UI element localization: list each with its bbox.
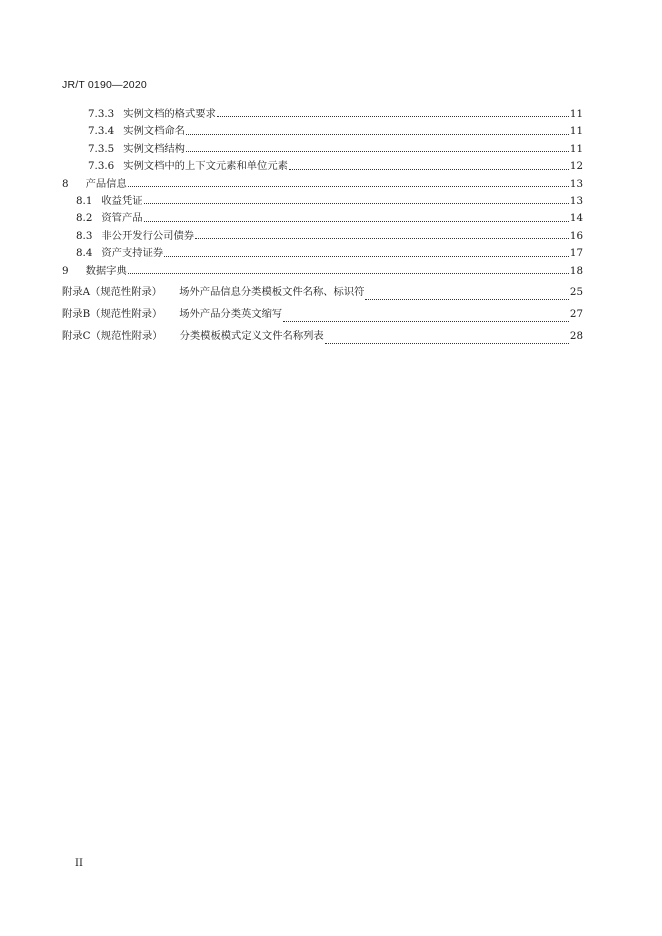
toc-entry-title: 实例文档中的上下文元素和单位元素: [123, 160, 288, 173]
toc-appendix-label: 附录B（规范性附录）: [62, 307, 163, 320]
toc-entry-page: 18: [569, 264, 583, 277]
toc-entry-page: 11: [569, 142, 583, 155]
toc-entry-number: 9: [62, 264, 69, 277]
toc-entry-number: 8.2: [76, 212, 93, 225]
toc-leader: [186, 151, 569, 152]
toc-entry-page: 16: [569, 229, 583, 242]
toc-entry-number: 7.3.6: [88, 160, 115, 173]
toc-entry[interactable]: [62, 227, 583, 244]
toc-leader: [365, 299, 568, 300]
toc-leader: [186, 134, 569, 135]
toc-entry-page: 14: [569, 212, 583, 225]
page-number: II: [75, 858, 83, 869]
toc-entry-title: 产品信息: [85, 177, 127, 190]
toc-entry[interactable]: [62, 157, 583, 174]
toc-entry[interactable]: [62, 244, 583, 261]
toc-appendix-entry[interactable]: [62, 305, 583, 327]
toc-entry-number: 8.3: [76, 229, 93, 242]
toc-leader: [144, 221, 569, 222]
toc-entry[interactable]: [62, 175, 583, 192]
toc-entry-page: 25: [569, 285, 583, 298]
toc-entry-title: 实例文档的格式要求: [123, 108, 216, 120]
toc-entry-number: 7.3.5: [88, 142, 115, 155]
toc-entry[interactable]: [62, 262, 583, 279]
toc-entry-title: 收益凭证: [101, 194, 143, 207]
toc-entry-title: 场外产品分类英文缩写: [179, 307, 283, 320]
toc-entry-page: 17: [569, 247, 583, 260]
toc-appendix-entry[interactable]: [62, 283, 583, 305]
toc-entry-number: 8: [62, 177, 69, 190]
toc-entry-number: 8.1: [76, 194, 93, 207]
toc-entry-title: 资产支持证券: [101, 247, 164, 260]
toc-leader: [195, 238, 569, 239]
toc-leader: [217, 116, 569, 117]
toc-leader: [128, 273, 569, 274]
toc-entry-title: 实例文档命名: [123, 125, 185, 138]
toc-entry-page: 11: [569, 108, 583, 120]
toc-entry-page: 28: [569, 329, 583, 342]
toc-entry-page: 13: [569, 194, 583, 207]
toc-entry-number: 8.4: [76, 247, 93, 260]
toc-entry-title: 场外产品信息分类模板文件名称、标识符: [179, 285, 365, 298]
toc-entry-title: 分类模板模式定义文件名称列表: [179, 329, 324, 342]
toc-entry[interactable]: [62, 192, 583, 209]
toc-leader: [289, 169, 569, 170]
toc-leader: [164, 256, 569, 257]
toc-leader: [283, 321, 569, 322]
toc-entry-title: 资管产品: [101, 212, 143, 225]
toc-leader: [144, 203, 569, 204]
toc-entry-page: 11: [569, 125, 583, 138]
toc-appendix-label: 附录A（规范性附录）: [62, 285, 163, 298]
toc-entry-title: 实例文档结构: [123, 142, 185, 155]
toc-entry-number: 7.3.4: [88, 125, 115, 138]
toc-entry-page: 12: [569, 160, 583, 173]
toc-entry[interactable]: [62, 209, 583, 226]
toc-entry-page: 13: [569, 177, 583, 190]
table-of-contents: [62, 105, 583, 349]
toc-appendix-label: 附录C（规范性附录）: [62, 329, 163, 342]
toc-entry[interactable]: [62, 140, 583, 157]
toc-entry-title: 非公开发行公司债券: [101, 229, 195, 242]
document-code-header: JR/T 0190—2020: [62, 79, 147, 91]
toc-appendix-entry[interactable]: [62, 327, 583, 349]
toc-leader: [128, 186, 569, 187]
toc-entry-title: 数据字典: [85, 264, 127, 277]
toc-leader: [325, 343, 569, 344]
toc-entry-page: 27: [569, 307, 583, 320]
toc-entry[interactable]: [62, 105, 583, 122]
toc-entry[interactable]: [62, 122, 583, 139]
toc-entry-number: 7.3.3: [88, 108, 115, 120]
